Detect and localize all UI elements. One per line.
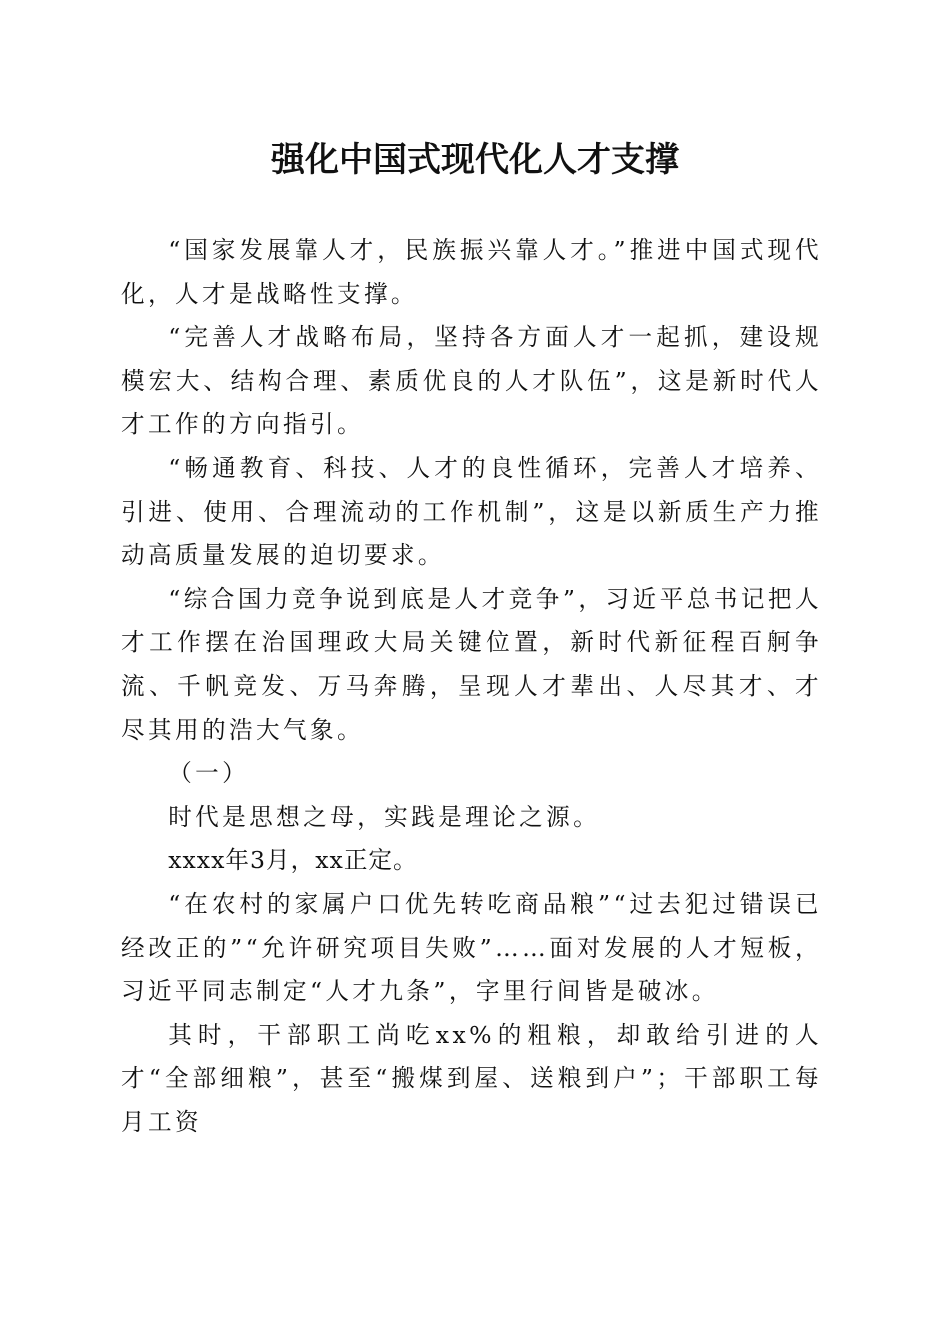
paragraph-3: “畅通教育、科技、人才的良性循环，完善人才培养、引进、使用、合理流动的工作机制”，这是以新质生产力推动高质量发展的迫切要求。	[121, 453, 822, 570]
document-body	[121, 229, 822, 1144]
paragraph-2: “完善人才战略布局，坚持各方面人才一起抓，建设规模宏大、结构合理、素质优良的人才队伍”，这是新时代人才工作的方向指引。	[121, 323, 822, 439]
paragraph-4: “综合国力竞争说到底是人才竞争”，习近平总书记把人才工作摆在治国理政大局关键位置，新时代新征程百舸争流、千帆竞发、万马奔腾，呈现人才辈出、人尽其才、才尽其用的浩大气象。	[121, 584, 822, 744]
document-title: 强化中国式现代化人才支撑	[271, 140, 679, 180]
paragraph-5: 时代是思想之母，实践是理论之源。	[168, 802, 601, 831]
paragraph-8: 其时，干部职工尚吃xx%的粗粮，却敢给引进的人才“全部细粮”，甚至“搬煤到屋、送粮到户”；干部职工每月工资	[121, 1020, 822, 1136]
section-heading-1: （一）	[168, 759, 250, 788]
paragraph-1: “国家发展靠人才，民族振兴靠人才。”推进中国式现代化，人才是战略性支撑。	[121, 236, 822, 308]
paragraph-7: “在农村的家属户口优先转吃商品粮”“过去犯过错误已经改正的”“允许研究项目失败”……面对发展的人才短板，习近平同志制定“人才九条”，字里行间皆是破冰。	[121, 889, 822, 1006]
paragraph-6: xxxx年3月，xx正定。	[168, 846, 418, 875]
